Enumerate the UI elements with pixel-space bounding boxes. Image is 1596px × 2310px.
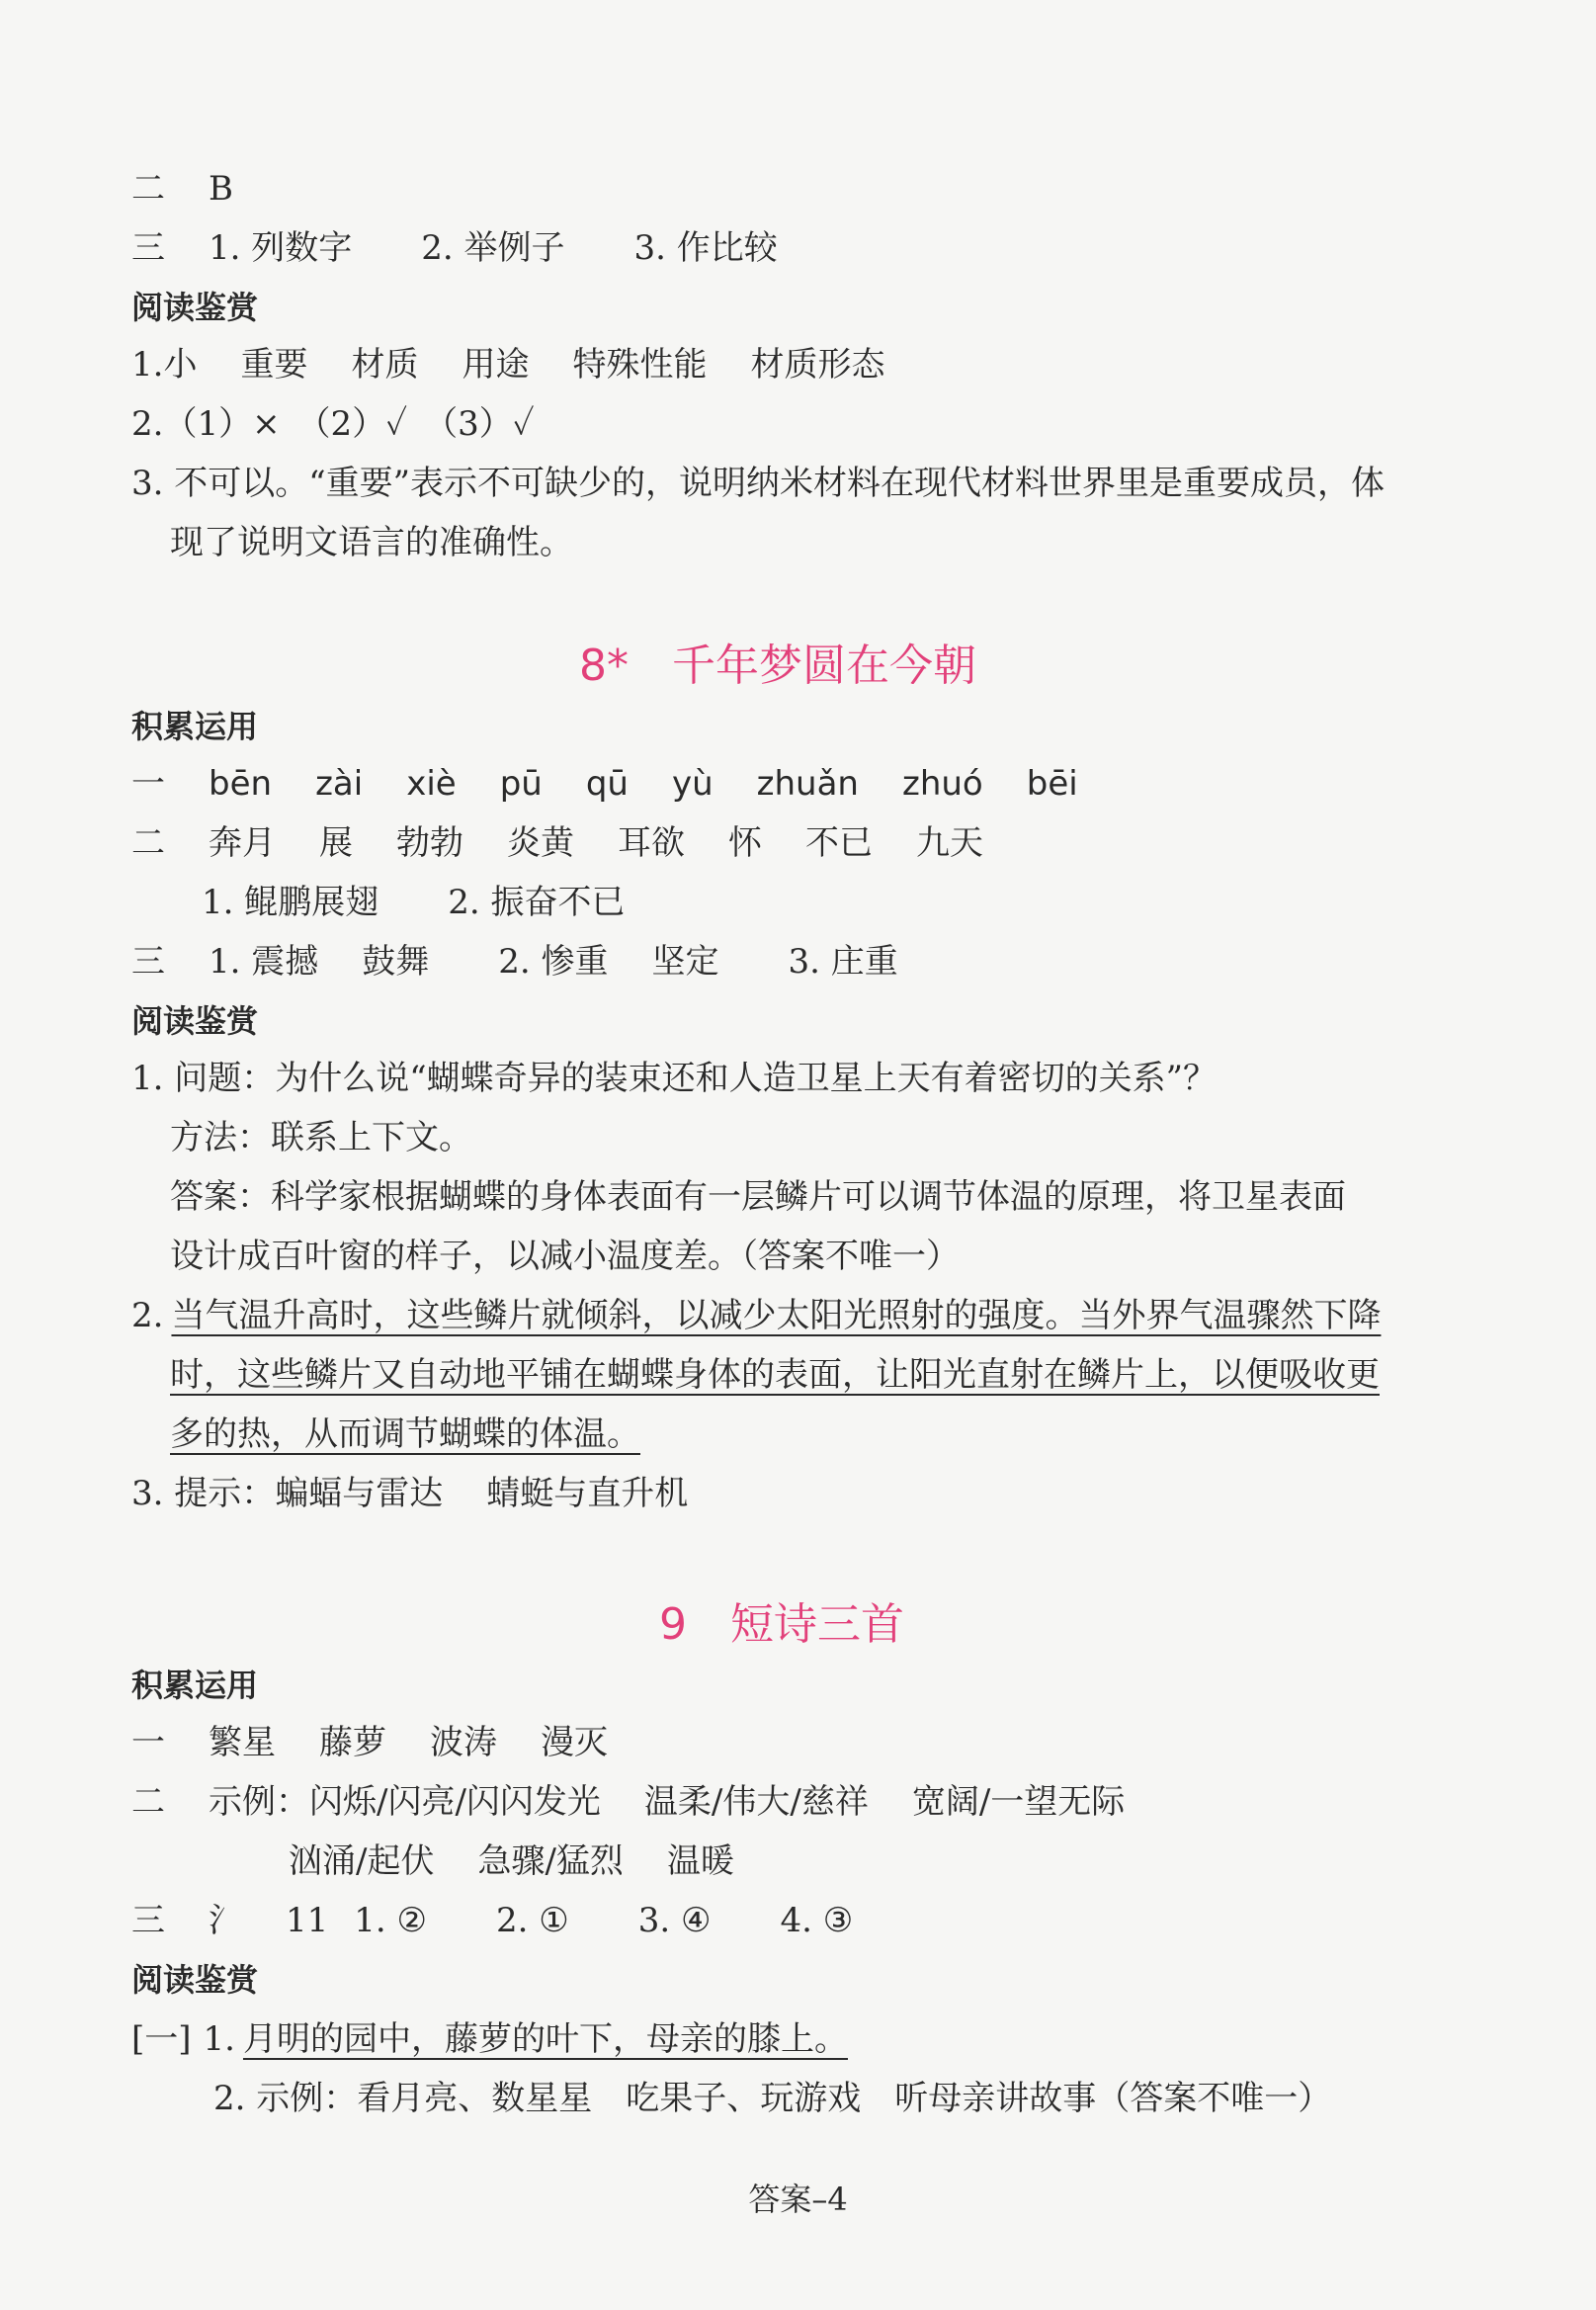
answer: 1. 震撼 <box>209 942 319 982</box>
answer: 温柔/伟大/慈祥 <box>643 1782 869 1822</box>
underlined-answer: 多的热，从而调节蝴蝶的体温。 <box>170 1414 640 1454</box>
lesson-title <box>659 1597 904 1653</box>
section-number: 三 <box>131 942 165 982</box>
pinyin: bēi <box>1026 764 1078 804</box>
answer: 3. 庄重 <box>788 942 898 982</box>
pinyin: pū <box>499 764 543 804</box>
answer: 4. ③ <box>780 1901 854 1940</box>
answer-line <box>131 2016 848 2062</box>
answer-line <box>131 1898 853 1943</box>
answer: 3. ④ <box>637 1901 712 1940</box>
answer: 2. 惨重 <box>498 942 609 982</box>
answer: 2. 振奋不已 <box>448 883 626 922</box>
answer-line <box>131 1779 1125 1825</box>
pinyin: zài <box>315 764 364 804</box>
answer: 3. 提示：蝙蝠与雷达 <box>131 1474 444 1513</box>
item-number: 1. <box>131 345 164 385</box>
answer: 勃勃 <box>396 823 463 863</box>
answer: 藤萝 <box>319 1723 386 1762</box>
answer-line <box>131 939 898 984</box>
answer: 1. 鲲鹏展翅 <box>202 883 379 922</box>
answer-line: 2.（1）× （2）✓ （3）✓ <box>131 404 535 444</box>
item-number: 2. <box>131 1296 164 1335</box>
section-heading: 阅读鉴赏 <box>131 289 259 326</box>
answer: 繁星 <box>209 1723 276 1762</box>
answer: 小 <box>163 345 198 385</box>
radical: 氵 <box>209 1901 242 1940</box>
answer: 宽阔/一望无际 <box>911 1782 1126 1822</box>
answer: 怀 <box>728 823 762 863</box>
section-heading: 阅读鉴赏 <box>131 1961 259 1999</box>
pinyin-line <box>131 761 1078 807</box>
pinyin: xiè <box>406 764 457 804</box>
section-number: 二 <box>131 823 165 863</box>
page-number: 答案–4 <box>748 2181 848 2218</box>
answer: B <box>209 169 233 209</box>
group-label: [一] <box>131 2019 192 2059</box>
answer-line <box>131 1471 688 1516</box>
pinyin: zhuó <box>901 764 983 804</box>
lesson-name: 千年梦圆在今朝 <box>672 641 976 691</box>
answer: 3. 作比较 <box>633 228 778 268</box>
answer: 温暖 <box>666 1841 734 1881</box>
answer: 漫灭 <box>541 1723 608 1762</box>
answer: 鼓舞 <box>362 942 430 982</box>
answer: 奔月 <box>209 823 276 863</box>
answer: 汹涌/起伏 <box>289 1841 435 1881</box>
answer-line <box>289 1839 734 1884</box>
answer-line <box>131 166 233 212</box>
pinyin: bēn <box>209 764 273 804</box>
pinyin: qū <box>585 764 629 804</box>
answer: 不已 <box>805 823 873 863</box>
section-number: 一 <box>131 1723 165 1762</box>
underlined-answer: 月明的园中，藤萝的叶下，母亲的膝上。 <box>242 2019 848 2059</box>
answer: 展 <box>319 823 353 863</box>
answer-line <box>131 342 884 387</box>
underlined-answer: 时，这些鳞片又自动地平铺在蝴蝶身体的表面，让阳光直射在鳞片上，以便吸收更 <box>170 1355 1380 1395</box>
answer-line <box>202 880 626 925</box>
answer-line: 1. 问题：为什么说“蝴蝶奇异的装束还和人造卫星上天有着密切的关系”？ <box>131 1059 1218 1098</box>
answer: 九天 <box>916 823 983 863</box>
lesson-number: 9 <box>659 1599 687 1650</box>
answer-line <box>131 1293 1381 1338</box>
answer: 示例：闪烁/闪亮/闪闪发光 <box>209 1782 601 1822</box>
answer: 材质形态 <box>750 345 885 385</box>
answer: 耳欲 <box>618 823 685 863</box>
section-number: 三 <box>131 228 165 268</box>
answer-line: 设计成百叶窗的样子，以减小温度差。（答案不唯一） <box>170 1237 960 1276</box>
answer-line <box>131 820 983 866</box>
section-heading: 积累运用 <box>131 1667 259 1704</box>
section-number: 二 <box>131 1782 165 1822</box>
answer: 急骤/猛烈 <box>477 1841 624 1881</box>
answer: 炎黄 <box>507 823 574 863</box>
answer: 蜻蜓与直升机 <box>486 1474 689 1513</box>
answer: 1. 列数字 <box>209 228 353 268</box>
stroke-count: 11 <box>286 1901 329 1940</box>
answer-line: 现了说明文语言的准确性。 <box>170 523 573 562</box>
answer: 用途 <box>462 345 530 385</box>
answer: 2. ① <box>496 1901 569 1940</box>
pinyin: zhuǎn <box>756 764 859 804</box>
pinyin: yù <box>671 764 714 804</box>
lesson-number: 8* <box>579 641 629 691</box>
section-number: 三 <box>131 1901 165 1940</box>
answer: 重要 <box>240 345 308 385</box>
answer: 坚定 <box>651 942 719 982</box>
section-heading: 积累运用 <box>131 708 259 745</box>
answer: 2. 举例子 <box>421 228 565 268</box>
answer-line: 答案：科学家根据蝴蝶的身体表面有一层鳞片可以调节体温的原理，将卫星表面 <box>170 1177 1346 1217</box>
lesson-name: 短诗三首 <box>730 1599 904 1650</box>
answer-line: 2. 示例：看月亮、数星星 吃果子、玩游戏 听母亲讲故事（答案不唯一） <box>213 2079 1332 2118</box>
answer-line <box>131 1720 608 1765</box>
section-number: 一 <box>131 764 165 804</box>
section-heading: 阅读鉴赏 <box>131 1002 259 1040</box>
underlined-answer: 当气温升高时，这些鳞片就倾斜，以减少太阳光照射的强度。当外界气温骤然下降 <box>171 1296 1382 1335</box>
answer-line <box>131 225 778 271</box>
item-number: 1. <box>203 2019 235 2059</box>
answer: 材质 <box>351 345 419 385</box>
section-number: 二 <box>131 169 165 209</box>
answer: 1. ② <box>354 1901 427 1940</box>
answer: 特殊性能 <box>572 345 708 385</box>
answer-line: 方法：联系上下文。 <box>170 1118 472 1157</box>
answer: 波涛 <box>430 1723 497 1762</box>
lesson-title <box>579 639 976 694</box>
answer-line: 3. 不可以。“重要”表示不可缺少的，说明纳米材料在现代材料世界里是重要成员，体 <box>131 464 1386 503</box>
